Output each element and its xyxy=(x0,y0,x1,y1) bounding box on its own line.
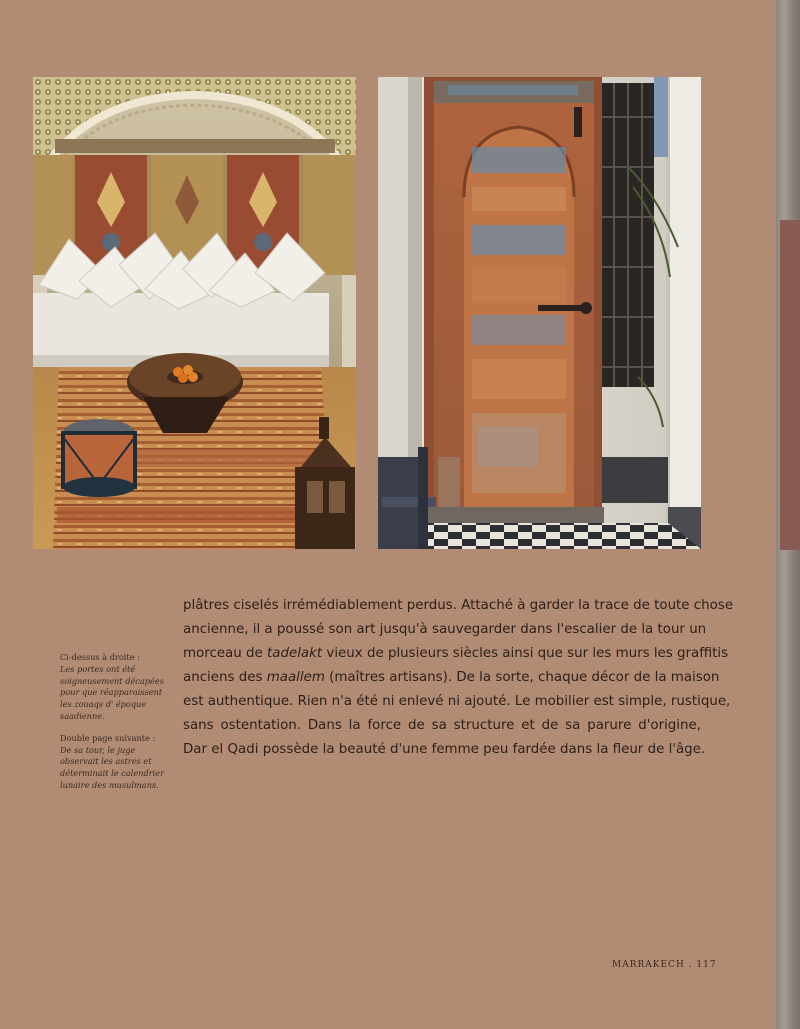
body-fragment: vieux de plusieurs siècles ainsi que sur les murs les graffitis xyxy=(322,646,729,661)
body-fragment: morceau de xyxy=(183,646,267,661)
page-edge-band xyxy=(780,220,800,550)
caption-line: pour que réapparaissent xyxy=(60,687,163,698)
caption-line: Les portes ont été xyxy=(60,663,136,674)
caption-line: lunaire des musulmans. xyxy=(60,779,159,790)
term-maallem: maallem xyxy=(266,670,325,685)
page-folio: MARRAKECH . 117 xyxy=(612,960,717,970)
caption-line: soigneusement décapées xyxy=(60,675,164,686)
caption-line: De sa tour, le juge xyxy=(60,744,136,755)
body-paragraph xyxy=(183,594,734,762)
caption-line: observait les astres et xyxy=(60,756,152,767)
body-line: est authentique. Rien n'a été ni enlevé ni ajouté. Le mobilier est simple, rustique, xyxy=(183,694,731,709)
body-line: plâtres ciselés irrémédiablement perdus. Attaché à garder la trace de toute chose xyxy=(183,598,734,613)
caption-heading: Double page suivante : xyxy=(60,732,156,743)
caption-door xyxy=(60,652,170,723)
body-line xyxy=(183,666,720,690)
body-line: sans ostentation. Dans la force de sa structure et de sa parure d'origine, xyxy=(183,718,701,733)
body-line xyxy=(183,642,729,666)
caption-line: saadienne. xyxy=(60,710,105,721)
caption-line: les zouaqs d' époque xyxy=(60,699,147,710)
body-line: Dar el Qadi possède la beauté d'une femme peu fardée dans la fleur de l'âge. xyxy=(183,742,706,757)
term-tadelakt: tadelakt xyxy=(267,646,323,661)
caption-line: déterminait le calendrier xyxy=(60,768,164,779)
door-illustration xyxy=(378,77,701,549)
caption-column xyxy=(60,652,170,802)
body-fragment: anciens des xyxy=(183,670,267,685)
body-fragment: (maîtres artisans). De la sorte, chaque décor de la maison xyxy=(324,670,720,685)
caption-tower xyxy=(60,733,170,792)
photo-alcove-with-cushions xyxy=(33,77,356,549)
body-line: ancienne, il a poussé son art jusqu'à sauvegarder dans l'escalier de la tour un xyxy=(183,622,707,637)
photo-carved-door xyxy=(378,77,701,549)
caption-heading: Ci-dessus à droite : xyxy=(60,652,140,662)
alcove-illustration xyxy=(33,77,356,549)
